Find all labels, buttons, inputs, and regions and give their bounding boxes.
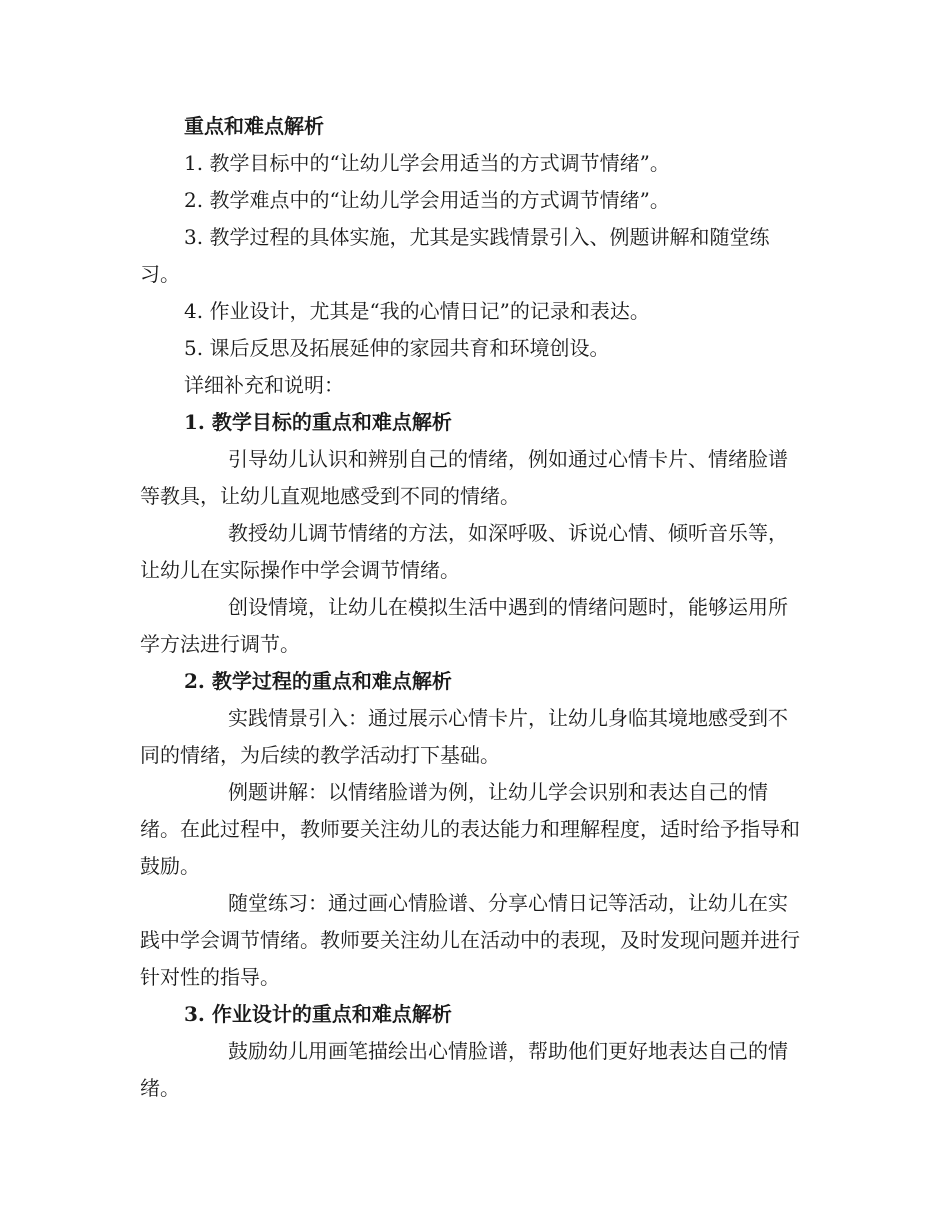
paragraph: 例题讲解：以情绪脸谱为例，让幼儿学会识别和表达自己的情绪。在此过程中，教师要关注幼儿的表达能力和理解程度，适时给予指导和鼓励。 xyxy=(140,780,800,878)
subsection-title-1: 1. 教学目标的重点和难点解析 xyxy=(184,410,452,434)
paragraph: 鼓励幼儿用画笔描绘出心情脸谱，帮助他们更好地表达自己的情绪。 xyxy=(140,1039,788,1100)
paragraph: 教授幼儿调节情绪的方法，如深呼吸、诉说心情、倾听音乐等，让幼儿在实际操作中学会调节情绪。 xyxy=(140,521,788,582)
paragraph: 引导幼儿认识和辨别自己的情绪，例如通过心情卡片、情绪脸谱等教具，让幼儿直观地感受到不同的情绪。 xyxy=(140,447,788,508)
key-point-1: 1. 教学目标中的“让幼儿学会用适当的方式调节情绪”。 xyxy=(184,151,670,175)
key-point-3: 3. 教学过程的具体实施，尤其是实践情景引入、例题讲解和随堂练习。 xyxy=(140,225,770,286)
subsection-title-3: 3. 作业设计的重点和难点解析 xyxy=(184,1002,452,1026)
supplement-label: 详细补充和说明： xyxy=(184,373,344,397)
section-heading: 重点和难点解析 xyxy=(184,114,324,138)
document-page xyxy=(140,108,805,1107)
paragraph: 实践情景引入：通过展示心情卡片，让幼儿身临其境地感受到不同的情绪，为后续的教学活动打下基础。 xyxy=(140,706,788,767)
paragraph: 创设情境，让幼儿在模拟生活中遇到的情绪问题时，能够运用所学方法进行调节。 xyxy=(140,595,788,656)
key-point-4: 4. 作业设计，尤其是“我的心情日记”的记录和表达。 xyxy=(184,299,650,323)
key-point-2: 2. 教学难点中的“让幼儿学会用适当的方式调节情绪”。 xyxy=(184,188,670,212)
key-point-5: 5. 课后反思及拓展延伸的家园共育和环境创设。 xyxy=(184,336,610,360)
paragraph: 随堂练习：通过画心情脸谱、分享心情日记等活动，让幼儿在实践中学会调节情绪。教师要关注幼儿在活动中的表现，及时发现问题并进行针对性的指导。 xyxy=(140,891,800,989)
subsection-title-2: 2. 教学过程的重点和难点解析 xyxy=(184,669,452,693)
